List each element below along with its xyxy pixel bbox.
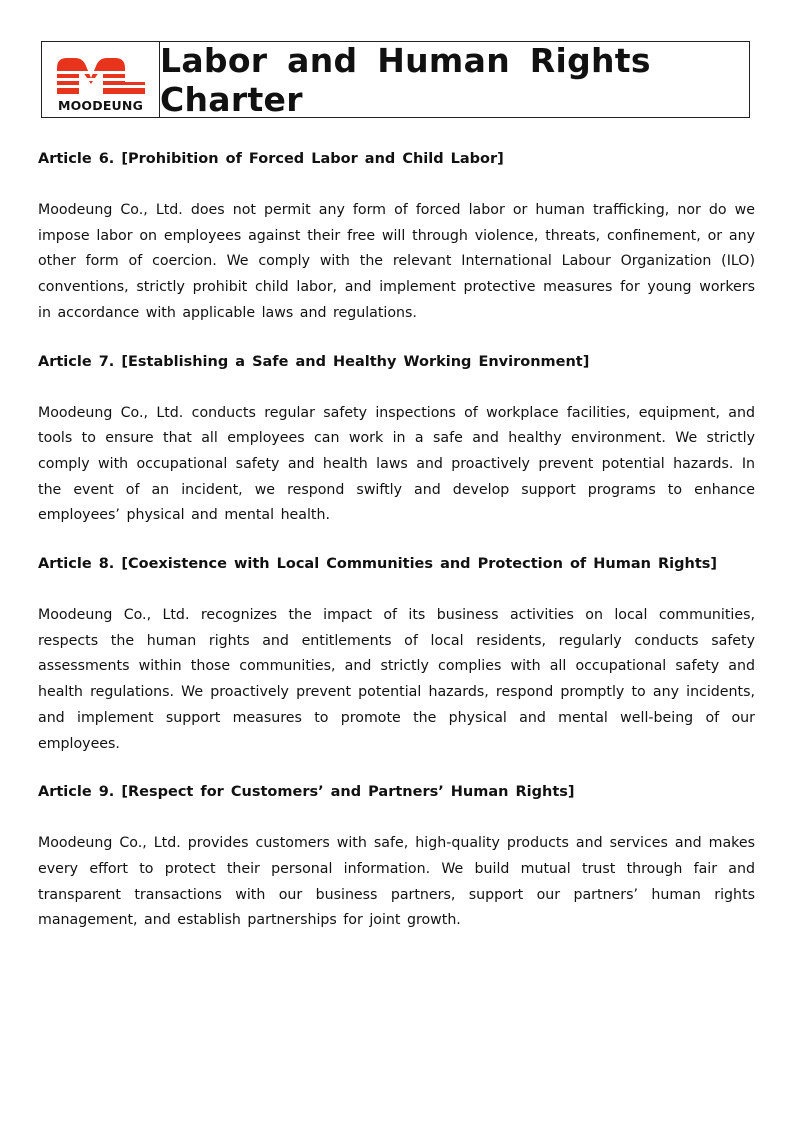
article-paragraph: Moodeung Co., Ltd. conducts regular safety inspections of workplace facilities, equipment, and tools to ensure that all employees can work in a safe and healthy environment. We strictly comply with occupational safety and health laws and proactively prevent potential hazards. In the event of an incident, we respond swiftly and develop support programs to enhance employees’ physical and mental health. [38, 404, 755, 524]
document-title: Labor and Human Rights Charter [160, 40, 651, 119]
article-heading: Article 6. [Prohibition of Forced Labor and Child Labor] [38, 151, 504, 167]
document-header [41, 41, 750, 118]
company-logo [42, 42, 160, 117]
article-paragraph: Moodeung Co., Ltd. provides customers with safe, high-quality products and services and makes every effort to protect their personal information. We build mutual trust through fair and transparent transactions with our business partners, support our partners’ human rights management, and establish partnerships for joint growth. [38, 835, 755, 929]
title-cell [160, 42, 749, 117]
article-heading: Article 7. [Establishing a Safe and Healthy Working Environment] [38, 353, 590, 370]
logo-wordmark: MOODEUNG [57, 98, 144, 113]
article-paragraph: Moodeung Co., Ltd. recognizes the impact of its business activities on local communities, respects the human rights and entitlements of local residents, regularly conducts safety assessments within those communities, and strictly complies with all occupational safety and health regulations. We proactively prevent potential hazards, respond promptly to any incidents, and implement support measures to promote the physical and mental well-being of our employees. [38, 607, 755, 752]
article-6 [38, 148, 755, 327]
article-heading: Article 9. [Respect for Customers’ and Partners’ Human Rights] [38, 784, 575, 801]
article-paragraph: Moodeung Co., Ltd. does not permit any form of forced labor or human trafficking, nor do we impose labor on employees against their free will through violence, threats, confinement, or any other form of coercion. We comply with the relevant International Labour Organization (ILO) conventions, strictly prohibit child labor, and implement protective measures for young workers in accordance with applicable laws and regulations. [38, 202, 755, 321]
article-heading: Article 8. [Coexistence with Local Communities and Protection of Human Rights] [38, 556, 718, 573]
article-9 [38, 781, 755, 934]
moodeung-logo-icon [55, 54, 147, 96]
article-8 [38, 553, 755, 757]
article-7 [38, 351, 755, 530]
document-body [38, 148, 755, 958]
